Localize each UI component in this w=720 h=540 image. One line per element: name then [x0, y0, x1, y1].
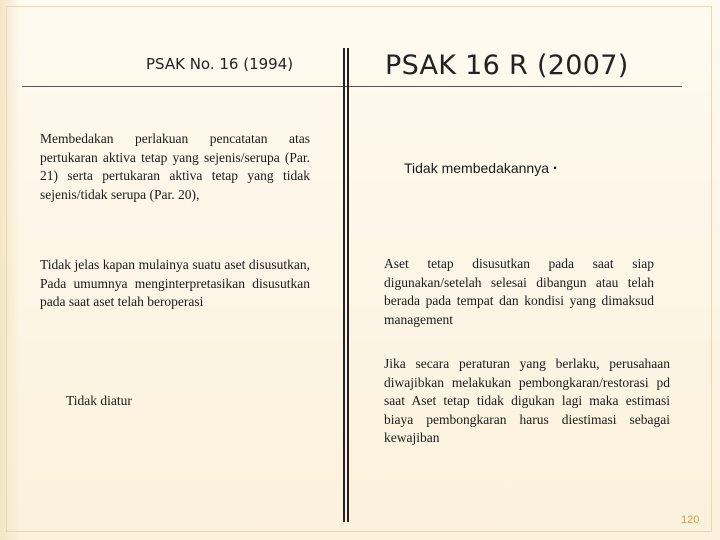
right-paragraph-1-text: Tidak membedakannya	[404, 160, 550, 176]
right-paragraph-1	[404, 149, 634, 178]
left-paragraph-1: Membedakan perlakuan pencatatan atas pertukaran aktiva tetap yang sejenis/serupa (Par. 21) serta pertukaran aktiva tetap yang tidak sejenis/tidak serupa (Par. 20),	[40, 131, 310, 202]
right-paragraph-3: Jika secara peraturan yang berlaku, perusahaan diwajibkan melakukan pembongkaran/restorasi pd saat Aset tetap tidak digukan lagi maka estimasi biaya pembongkaran harus diestimasi sebagai kewajiban	[384, 356, 670, 445]
header-divider	[22, 86, 682, 87]
right-column-title: PSAK 16 R (2007)	[385, 50, 629, 81]
column-divider	[343, 48, 349, 522]
left-column-title: PSAK No. 16 (1994)	[146, 55, 294, 73]
left-paragraph-2: Tidak jelas kapan mulainya suatu aset disusutkan, Pada umumnya menginterpretasikan disusutkan pada saat aset telah beroperasi	[40, 257, 310, 309]
page-number: 120	[681, 514, 700, 526]
left-paragraph-3: Tidak diatur	[66, 393, 132, 408]
right-paragraph-2: Aset tetap disusutkan pada saat siap digunakan/setelah selesai dibangun atau telah berada pada tempat dan kondisi yang dimaksud management	[384, 256, 654, 327]
right-paragraph-1-mark: .	[552, 149, 559, 174]
